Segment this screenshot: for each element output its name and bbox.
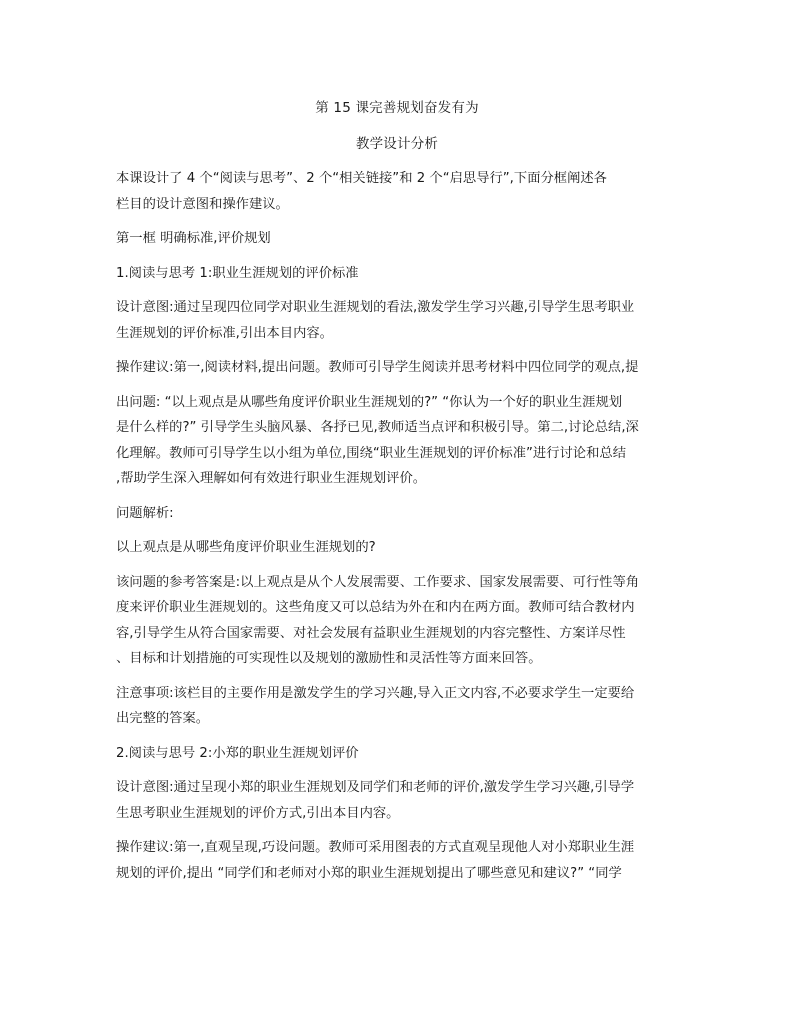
paragraph [116,355,684,381]
paragraph [116,261,684,287]
text-line: 问题解析: [116,505,174,521]
text-line: 操作建议:第一,阅读材料,提出问题。教师可引导学生阅读并思考材料中四位同学的观点,提 [116,360,639,375]
document-body [116,166,684,895]
paragraph [116,501,684,527]
text-line: 容,引导学生从符合国家需要、对社会发展有益职业生涯规划的内容完整性、方案详尽性 [116,625,626,641]
text-line: 是什么样的?” 引导学生头脑风暴、各抒已见,教师适当点评和积极引导。第二,讨论总结,深 [116,420,639,435]
text-line: 设计意图:通过呈现四位同学对职业生涯规划的看法,激发学生学习兴趣,引导学生思考职业 [116,300,635,315]
text-line: 第一框 明确标准,评价规划 [116,231,271,246]
paragraph [116,775,684,826]
text-line: 化理解。教师可引导学生以小组为单位,围绕“职业生涯规划的评价标准”进行讨论和总结 [116,445,626,461]
text-line: 出完整的答案。 [116,711,210,726]
paragraph [116,835,684,886]
paragraph [116,295,684,346]
text-line: 该问题的参考答案是:以上观点是从个人发展需要、工作要求、国家发展需要、可行性等角 [116,574,640,590]
document-subtitle: 教学设计分析 [355,136,439,152]
paragraph [116,166,684,217]
text-line: 生涯规划的评价标准,引出本目内容。 [116,325,333,341]
text-line: 栏目的设计意图和操作建议。 [116,196,289,212]
paragraph [116,535,684,561]
text-line: 度来评价职业生涯规划的。这些角度又可以总结为外在和内在两方面。教师可结合教材内 [116,600,635,615]
text-line: 操作建议:第一,直观呈现,巧设问题。教师可采用图表的方式直观呈现他人对小郑职业生涯 [116,840,635,855]
text-line: ,帮助学生深入理解如何有效进行职业生涯规划评价。 [116,471,427,486]
paragraph [116,390,684,492]
text-line: 本课设计了 4 个“阅读与思考”、2 个“相关链接”和 2 个“启思导行”,下面分框阐述各 [116,171,607,186]
text-line: 生思考职业生涯规划的评价方式,引出本目内容。 [116,805,400,821]
text-line: 出问题: “以上观点是从哪些角度评价职业生涯规划的?” “你认为一个好的职业生涯规划 [116,394,623,410]
text-line: 注意事项:该栏目的主要作用是激发学生的学习兴趣,导入正文内容,不必要求学生一定要给 [116,685,635,701]
paragraph [116,226,684,252]
text-line: 以上观点是从哪些角度评价职业生涯规划的? [116,540,376,555]
paragraph [116,681,684,732]
paragraph [116,741,684,767]
paragraph [116,570,684,672]
text-line: 规划的评价,提出 “同学们和老师对小郑的职业生涯规划提出了哪些意见和建议?” “同学 [116,865,622,881]
text-line: 1.阅读与思考 1:职业生涯规划的评价标准 [116,265,359,281]
text-line: 、目标和计划措施的可实现性以及规划的激励性和灵活性等方面来回答。 [116,651,542,666]
text-line: 2.阅读与思号 2:小郑的职业生涯规划评价 [116,745,359,761]
document-title: 第 15 课完善规划奋发有为 [315,100,479,116]
text-line: 设计意图:通过呈现小郑的职业生涯规划及同学们和老师的评价,激发学生学习兴趣,引导学 [116,780,635,795]
